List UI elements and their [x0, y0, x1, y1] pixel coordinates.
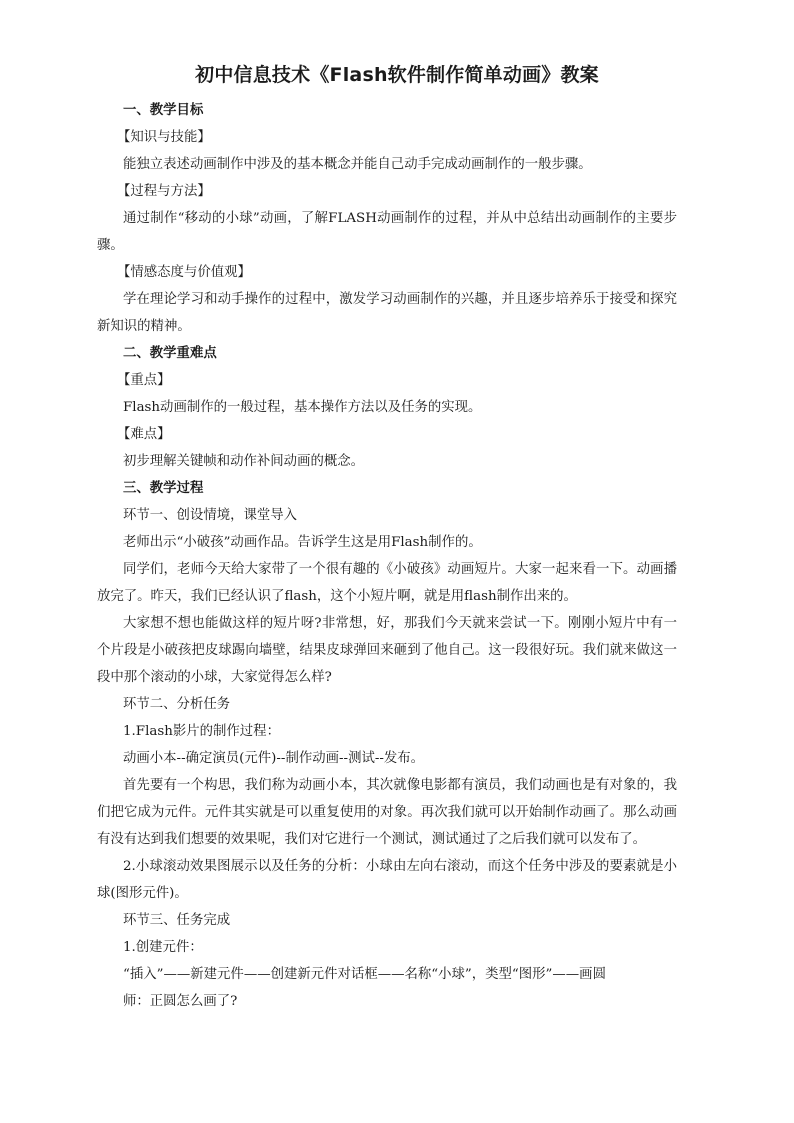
paragraph-step2-3: 首先要有一个构思，我们称为动画小本，其次就像电影都有演员，我们动画也是有对象的，我们把它成为元件。元件其实就是可以重复使用的对象。再次我们就可以开始制作动画了。那么动画有没有达到我们想要的效果呢，我们对它进行一个测试，测试通过了之后我们就可以发布了。 [97, 778, 677, 847]
step-heading-1: 环节一、创设情境，课堂导入 [123, 508, 298, 523]
paragraph-key: Flash动画制作的一般过程，基本操作方法以及任务的实现。 [123, 400, 482, 415]
paragraph-difficulty: 初步理解关键帧和动作补间动画的概念。 [123, 454, 365, 469]
step-heading-3: 环节三、任务完成 [123, 913, 231, 928]
section-heading-objectives: 一、教学目标 [123, 103, 204, 118]
paragraph-step1-1: 老师出示“小破孩”动画作品。告诉学生这是用Flash制作的。 [123, 535, 482, 550]
subheading-key: 【重点】 [117, 373, 171, 388]
subheading-process: 【过程与方法】 [117, 184, 211, 199]
paragraph-step2-4: 2.小球滚动效果图展示以及任务的分析：小球由左向右滚动，而这个任务中涉及的要素就是小球(图形元件)。 [97, 859, 677, 901]
section-heading-process: 三、教学过程 [123, 481, 204, 496]
paragraph-step3-1: 1.创建元件： [123, 940, 203, 955]
subheading-emotion: 【情感态度与价值观】 [117, 265, 251, 280]
paragraph-step3-2: “插入”——新建元件——创建新元件对话框——名称“小球”，类型“图形”——画圆 [123, 967, 606, 982]
subheading-difficulty: 【难点】 [117, 427, 171, 442]
paragraph-process: 通过制作“移动的小球”动画，了解FLASH动画制作的过程，并从中总结出动画制作的主要步骤。 [97, 211, 677, 253]
document-title: 初中信息技术《Flash软件制作简单动画》教案 [195, 64, 599, 86]
paragraph-step2-1: 1.Flash影片的制作过程： [123, 724, 280, 739]
step-heading-2: 环节二、分析任务 [123, 697, 231, 712]
paragraph-knowledge: 能独立表述动画制作中涉及的基本概念并能自己动手完成动画制作的一般步骤。 [123, 157, 592, 172]
subheading-knowledge: 【知识与技能】 [117, 130, 211, 145]
paragraph-emotion: 学在理论学习和动手操作的过程中，激发学习动画制作的兴趣，并且逐步培养乐于接受和探究新知识的精神。 [97, 292, 677, 334]
paragraph-step1-3: 大家想不想也能做这样的短片呀?非常想，好，那我们今天就来尝试一下。刚刚小短片中有一个片段是小破孩把皮球踢向墙壁，结果皮球弹回来砸到了他自己。这一段很好玩。我们就来做这一段中那个滚动的小球，大家觉得怎么样? [97, 616, 677, 685]
paragraph-step3-3: 师：正圆怎么画了? [123, 994, 238, 1009]
paragraph-step1-2: 同学们，老师今天给大家带了一个很有趣的《小破孩》动画短片。大家一起来看一下。动画播放完了。昨天，我们已经认识了flash，这个小短片啊，就是用flash制作出来的。 [97, 562, 677, 604]
document-body [97, 97, 677, 1015]
section-heading-key-points: 二、教学重难点 [123, 346, 217, 361]
paragraph-step2-2: 动画小本--确定演员(元件)--制作动画--测试--发布。 [123, 751, 425, 766]
